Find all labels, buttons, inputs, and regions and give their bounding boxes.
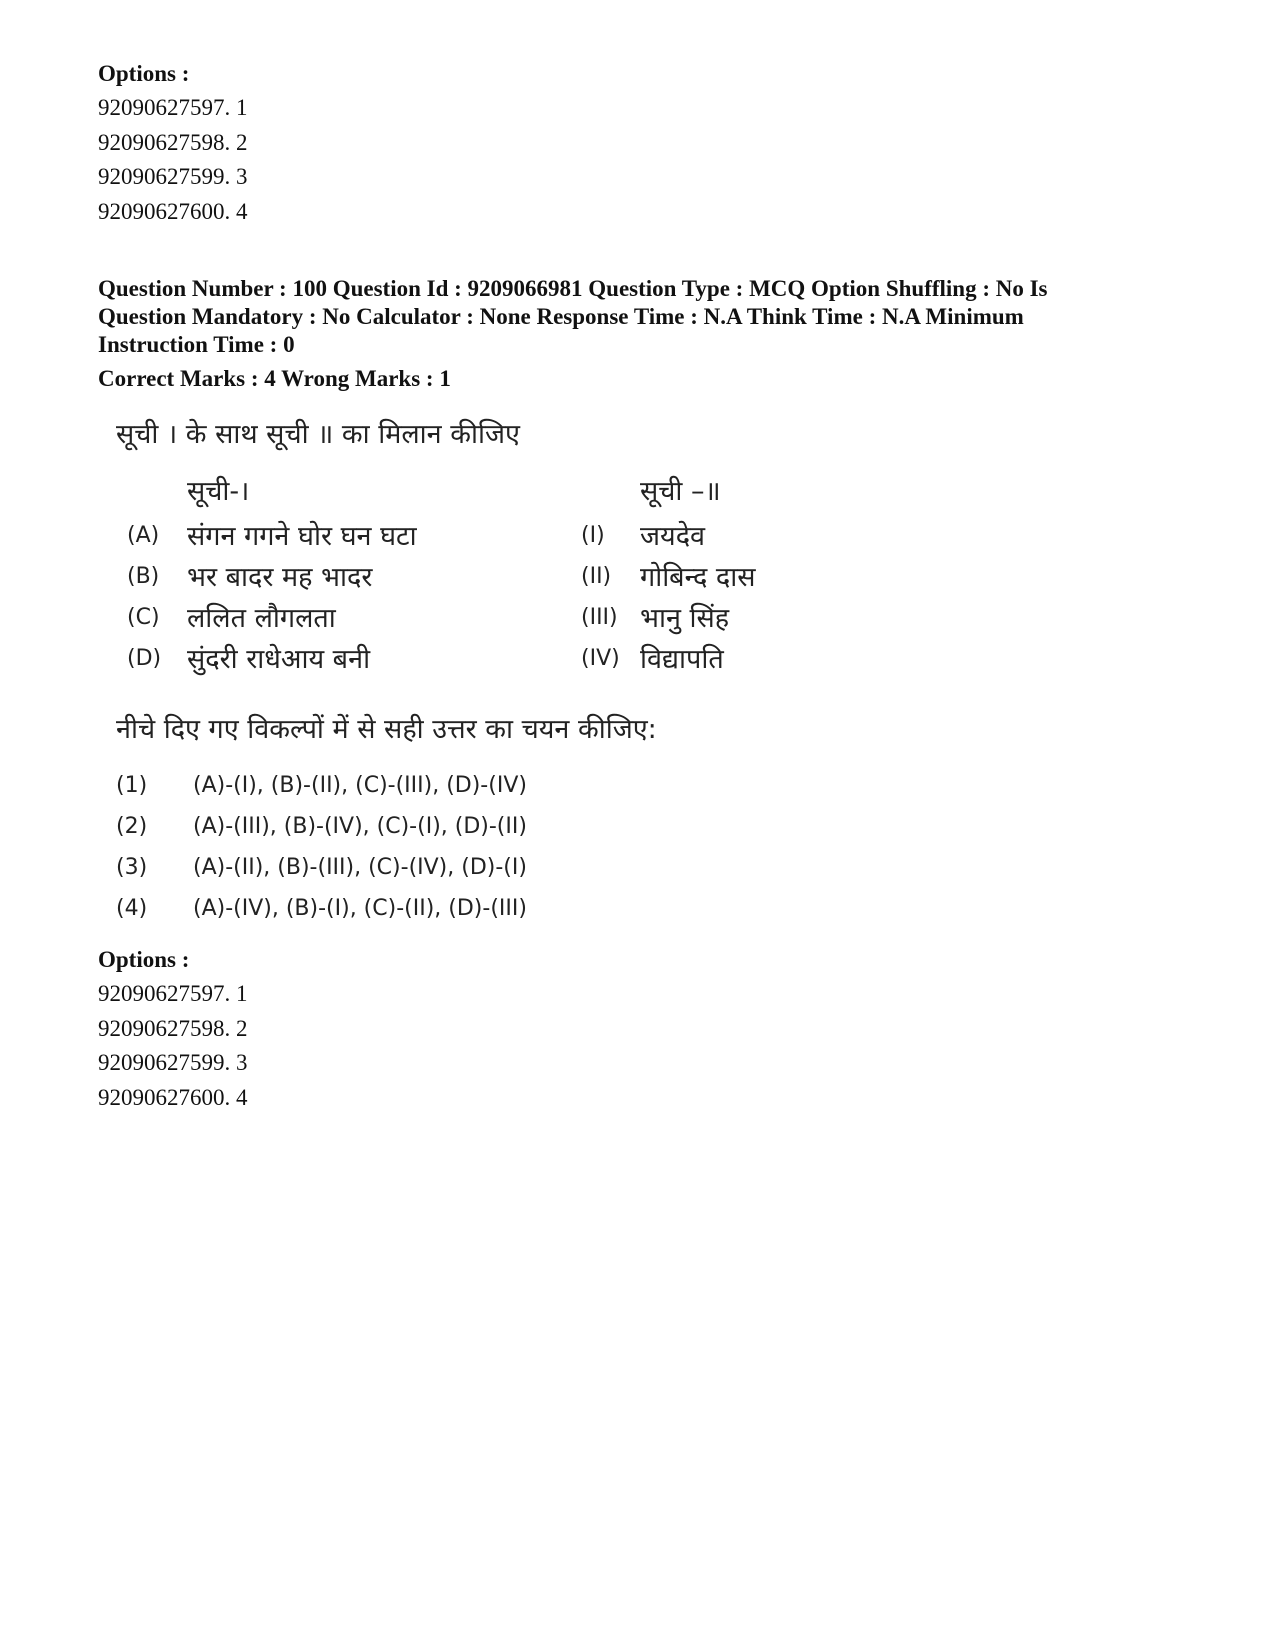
list2-label: (III)	[581, 605, 618, 630]
options-heading: Options :	[98, 61, 190, 86]
choice-text: (A)-(III), (B)-(IV), (C)-(I), (D)-(II)	[193, 814, 527, 839]
choice-text: (A)-(II), (B)-(III), (C)-(IV), (D)-(I)	[193, 855, 527, 880]
choice-text: (A)-(IV), (B)-(I), (C)-(II), (D)-(III)	[193, 896, 527, 921]
choice-number: (4)	[116, 896, 148, 921]
choice-number: (2)	[116, 814, 148, 839]
options-heading: Options :	[98, 947, 190, 972]
list2-item: विद्यापति	[640, 644, 724, 675]
choice-number: (1)	[116, 773, 148, 798]
list1-header: सूची-।	[187, 476, 250, 507]
list1-item: सुंदरी राधेआय बनी	[187, 644, 371, 675]
bottom-options-block	[98, 943, 248, 1115]
list1-item: संगन गगने घोर घन घटा	[187, 521, 417, 552]
list1-item: भर बादर मह भादर	[187, 562, 373, 593]
option-line: 92090627599. 3	[98, 1050, 248, 1075]
list1-label: (A)	[127, 523, 160, 548]
question-marks: Correct Marks : 4 Wrong Marks : 1	[98, 366, 451, 391]
option-line: 92090627600. 4	[98, 198, 248, 224]
question-meta-line: Question Number : 100 Question Id : 9209066981 Question Type : MCQ Option Shuffling : No Is	[98, 276, 1048, 301]
option-line: 92090627599. 3	[98, 164, 248, 189]
list1-item: ललित लौगलता	[187, 603, 336, 634]
option-line: 92090627598. 2	[98, 1015, 248, 1041]
question-meta-line: Question Mandatory : No Calculator : None Response Time : N.A Think Time : N.A Minimum	[98, 304, 1024, 329]
list2-label: (I)	[581, 523, 605, 548]
choice-text: (A)-(I), (B)-(II), (C)-(III), (D)-(IV)	[193, 773, 527, 798]
list2-header: सूची –॥	[640, 476, 721, 507]
list2-item: जयदेव	[640, 521, 706, 552]
option-line: 92090627598. 2	[98, 129, 248, 155]
question-prompt: सूची । के साथ सूची ॥ का मिलान कीजिए	[116, 419, 520, 450]
option-line: 92090627597. 1	[98, 981, 248, 1006]
list2-item: भानु सिंह	[640, 603, 730, 634]
list1-label: (B)	[127, 564, 160, 589]
list2-label: (II)	[581, 564, 612, 589]
list2-label: (IV)	[581, 646, 620, 671]
question-meta-line: Instruction Time : 0	[98, 332, 295, 357]
option-line: 92090627597. 1	[98, 95, 248, 120]
list2-item: गोबिन्द दास	[640, 562, 756, 593]
option-line: 92090627600. 4	[98, 1084, 248, 1110]
choice-number: (3)	[116, 855, 148, 880]
list1-label: (C)	[127, 605, 160, 630]
list1-label: (D)	[127, 646, 162, 671]
question-instruction: नीचे दिए गए विकल्पों में से सही उत्तर का चयन कीजिए:	[116, 714, 657, 745]
